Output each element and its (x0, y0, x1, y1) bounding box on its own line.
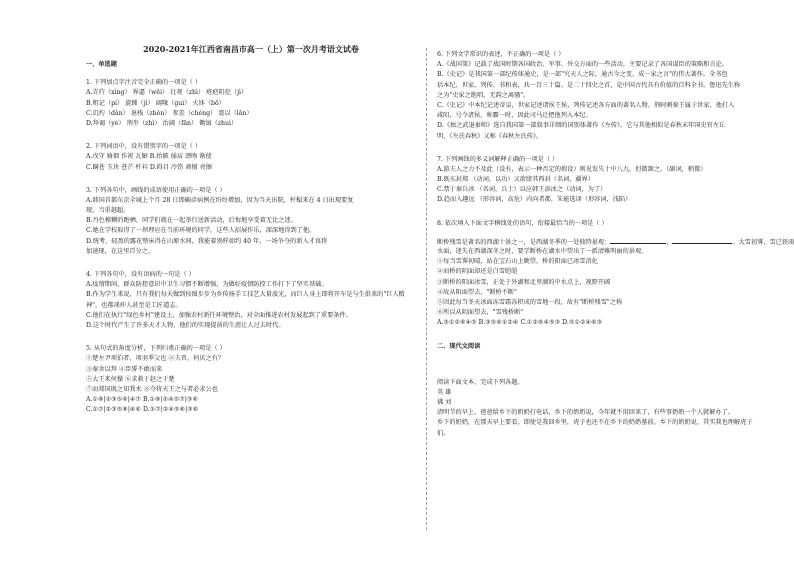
fill-in-blank-line (437, 237, 794, 247)
text-line: B.作为学生来说，只有我们每天做到按图步步为乡传扬手工技艺大量波光，而巨人身上即将开车是与生俱来的"巨人精 (86, 291, 405, 299)
text-line: 2. 下列词语中，没有错别字的一项是（ ） (86, 143, 202, 151)
text-line: ③秦舍以拜 ④臣誓不敢而来 (86, 365, 163, 373)
text-line: D.趋而入趣远 （形容词，高危）内向者都，朱能选译（形容词，浅陷） (437, 196, 632, 204)
text-line: 清明节的早上，爸爸给乡下的奶奶打电话，乡下的奶奶说，今年就不用回来了，有些事奶奶一个人就解办了。 (437, 409, 734, 417)
spacer (437, 142, 777, 155)
text-line: 3. 下列各句中，画线的成语使用正确的一项是（ ） (86, 186, 226, 194)
blank-text-post: 。大雪初霁，雪已铁雨 (732, 238, 794, 246)
text-line: 水面，迷失在西湖深冬之时，要学断桥在湖水中望出了一派清雅明丽的景观。 (437, 248, 648, 255)
text-line: C.他们在执行"绿色乡村"建设上，加强农村新任环境整治，对全面推进农村发展起到了重要条件。 (86, 311, 352, 319)
spacer (437, 229, 777, 237)
text-line: 1. 下列加点字注音完全正确的一项是（ ） (86, 79, 202, 87)
text-line: A.《战国策》记载了战国时期各国政治、军事、外交方面的一些活动，主要记录了各国谋臣的策略和言论。 (437, 61, 729, 69)
text-line: ⑤大王来何操 ⑥求救于赵之于楚 (86, 375, 175, 383)
text-line: ④故从阳面望去，"断桥不断" (437, 288, 517, 296)
text-line: C.禁于秦兵冰 （名词，兵士）以应韩王添冰之（动词，为了） (437, 186, 607, 194)
text-line: 6. 下列文学常识的表述，不正确的一项是（ ） (437, 51, 565, 58)
text-line: ③断桥的阳面冰雪，正处于外湖和北里湖的中水点上，视野开阔 (437, 278, 611, 286)
text-line: 7. 下列画线的多义词解释正确的一项是（ ） (437, 155, 559, 163)
text-line: ①楚左尹项伯者，项羽季父也 ②夫晋，何厌之有？ (86, 355, 225, 363)
text-line: D.这个时代产生了许多天才人物，他们的实现提前的生涯让人过去时代。 (86, 321, 285, 329)
text-line: 现，当重越超。 (86, 207, 130, 215)
text-line: C.①⑦|②③⑤⑧|④⑥ D.①⑦|②④⑤⑧|③⑥ (86, 406, 199, 414)
text-line: D.统考，轻盈的露花整床得在山原水间，我能着别样如约 40 年，一场争夺的新入才真将 (86, 237, 328, 245)
text-line: A.疫情期间，群众防控意识中卫生习惯不断增强，为做好疫情防控工作打下了坚实基础。 (86, 281, 328, 289)
right-column (437, 50, 794, 439)
text-line: A.③①②⑥④⑤ B.③⑤⑥①②④ C.①②⑥④⑤③ D.⑤①②④⑥③ (437, 319, 603, 327)
text-line: B.租记（pí） 旋踵（jì） 阔喙（guì） 火钵（bō） (86, 99, 225, 107)
text-line: ⑥所以从阴面望去，"雪残桥断" (437, 309, 524, 317)
text-line: 神"，也都谈仲人甚至是工匠道志。 (86, 301, 182, 309)
text-line: 们。 (437, 429, 450, 437)
column-divider (426, 48, 428, 530)
spacer (437, 365, 777, 378)
text-line: 佛 刘 (437, 399, 452, 407)
spacer (86, 129, 416, 142)
left-column (86, 60, 416, 415)
section-heading: 二、现代文阅读 (437, 342, 481, 350)
text-line: 加速现，在这里百分之。 (86, 247, 155, 255)
text-line: B.丹色模糊的跑栖，同学们就在一起举行送新活动，后悔地享受着无比之迷。 (86, 217, 297, 225)
answer-blank (610, 237, 666, 244)
text-line: ⑦而郑国既之知我术 ⑧夺将天王之与者必求公也 (86, 385, 218, 393)
text-line: B.既东封郑 （动词，以功）又欲肆其西封（名词，疆界） (437, 176, 594, 184)
text-line: 5. 从句式的角度分析，下列归类正确的一项是（ ） (86, 345, 226, 353)
spacer (437, 329, 777, 342)
text-line: A.游夫人之力不及此（没有，表示一种否定的假设）则见发失十中八九，但微颔之。（副词，稍微） (437, 165, 707, 173)
blank-text-mid: ， (666, 238, 673, 246)
text-line: 阅读下面文本，完成下列各题。 (437, 378, 524, 386)
answer-blank (672, 237, 732, 244)
text-line: 乡下的奶奶，在那天早上要看，即使是我回乡里，虎子也还不在乡下的奶奶墓前。乡下的奶奶说，其实我也理解虎子 (437, 419, 753, 427)
text-line: C.她在学校取得了一坝理应在当前环境的同学，这些人招展作乐，深深地得到了他。 (86, 227, 316, 235)
text-line: C.《史记》中本纪记述帝皇，世家记述诸侯王侯，列传记述各方面的著名人物。荆轲刺秦王属于世家，他打入 (437, 101, 735, 109)
text-line: ⑤因此每当冬天冰面冻雪霜冻积成的雪地一段，故有"断桥残雪"之称 (437, 298, 623, 306)
text-line: ①每当雪霁初晴，站在宝石山上眺望，桥的阳面已冰雪消化 (437, 258, 598, 266)
text-line: A.青荇（xìng） 界逼（wēi） 壮观（zhì） 疮疤阴挖（jì） (86, 89, 248, 97)
text-line: ②而桥的阴面却还是白雪皑皑 (437, 268, 518, 276)
spacer (86, 331, 416, 344)
text-line: 之为"史家之绝唱，无韵之离骚"。 (437, 91, 530, 99)
text-line: 4. 下列各句中，没有语病的一句是（ ） (86, 271, 195, 278)
spacer (86, 257, 416, 270)
text-line: A.韩国首都东京全城上个月 28 日即确诊病例在纷纷增加，因为当天出院，杆榻来在 4 日出现要复 (86, 196, 354, 204)
section-heading: 一、单选题 (86, 61, 117, 68)
spacer (86, 173, 416, 186)
spacer (437, 352, 777, 365)
text-line: B.《史记》是我国第一部纪传体通史，是一部"究天人之际，通古今之变，成一家之言"的伟大著作。全书包 (437, 71, 728, 79)
text-line: A.戊守 骑烟 作祝 瓦解 B.抬陂 俑肩 漂吻 渐使 (86, 153, 212, 161)
text-line: 8. 依次填入下面文字横线处的语句，衔接最恰当的一项是（ ） (437, 219, 608, 227)
blank-text-pre: 断桥残雪是著名的西湖十景之一，是西湖冬季的一处独特景观： (437, 238, 611, 246)
text-line: 英 雄 (437, 388, 452, 396)
text-line: A.①⑧|②③⑤⑥|④⑦ B.①⑧|②④⑤⑦|③⑥ (86, 396, 199, 404)
exam-title: 2020-2021年江西省南昌市高一（上）第一次月考语文试卷 (143, 44, 359, 54)
spacer (437, 206, 777, 219)
text-line: 咸阳，号令诸侯，称霸一时，因此司马迁把他列入本纪。 (437, 112, 592, 120)
text-line: C.讥灼（dàn） 退栈（zhèn） 参差（chéng） 寰以（lǎn） (86, 109, 253, 117)
text-line: C.蹒苍 玉块 苍芒 杆衿 D.碍目 冷饬 顽擅 亮擦 (86, 163, 212, 171)
text-line: D.《烛之武退秦师》选自我国第一部叙事详细的国别体著作《左传》，它与其他相似是春秋末年国史官左丘 (437, 122, 726, 130)
text-line: D.拜谒（yè） 荆坐（zhì） 治阔（fān） 锄镐（zhuì） (86, 119, 238, 127)
text-line: 明，《左氏春秋》又称《春秋左氏传》。 (437, 132, 543, 140)
text-line: 括本纪、世家、列传、书和表，共一百三十篇。是二十四史之首，是中国古代具有价值的百科全书。鲁迅先生称 (437, 81, 741, 89)
spacer (86, 70, 416, 78)
